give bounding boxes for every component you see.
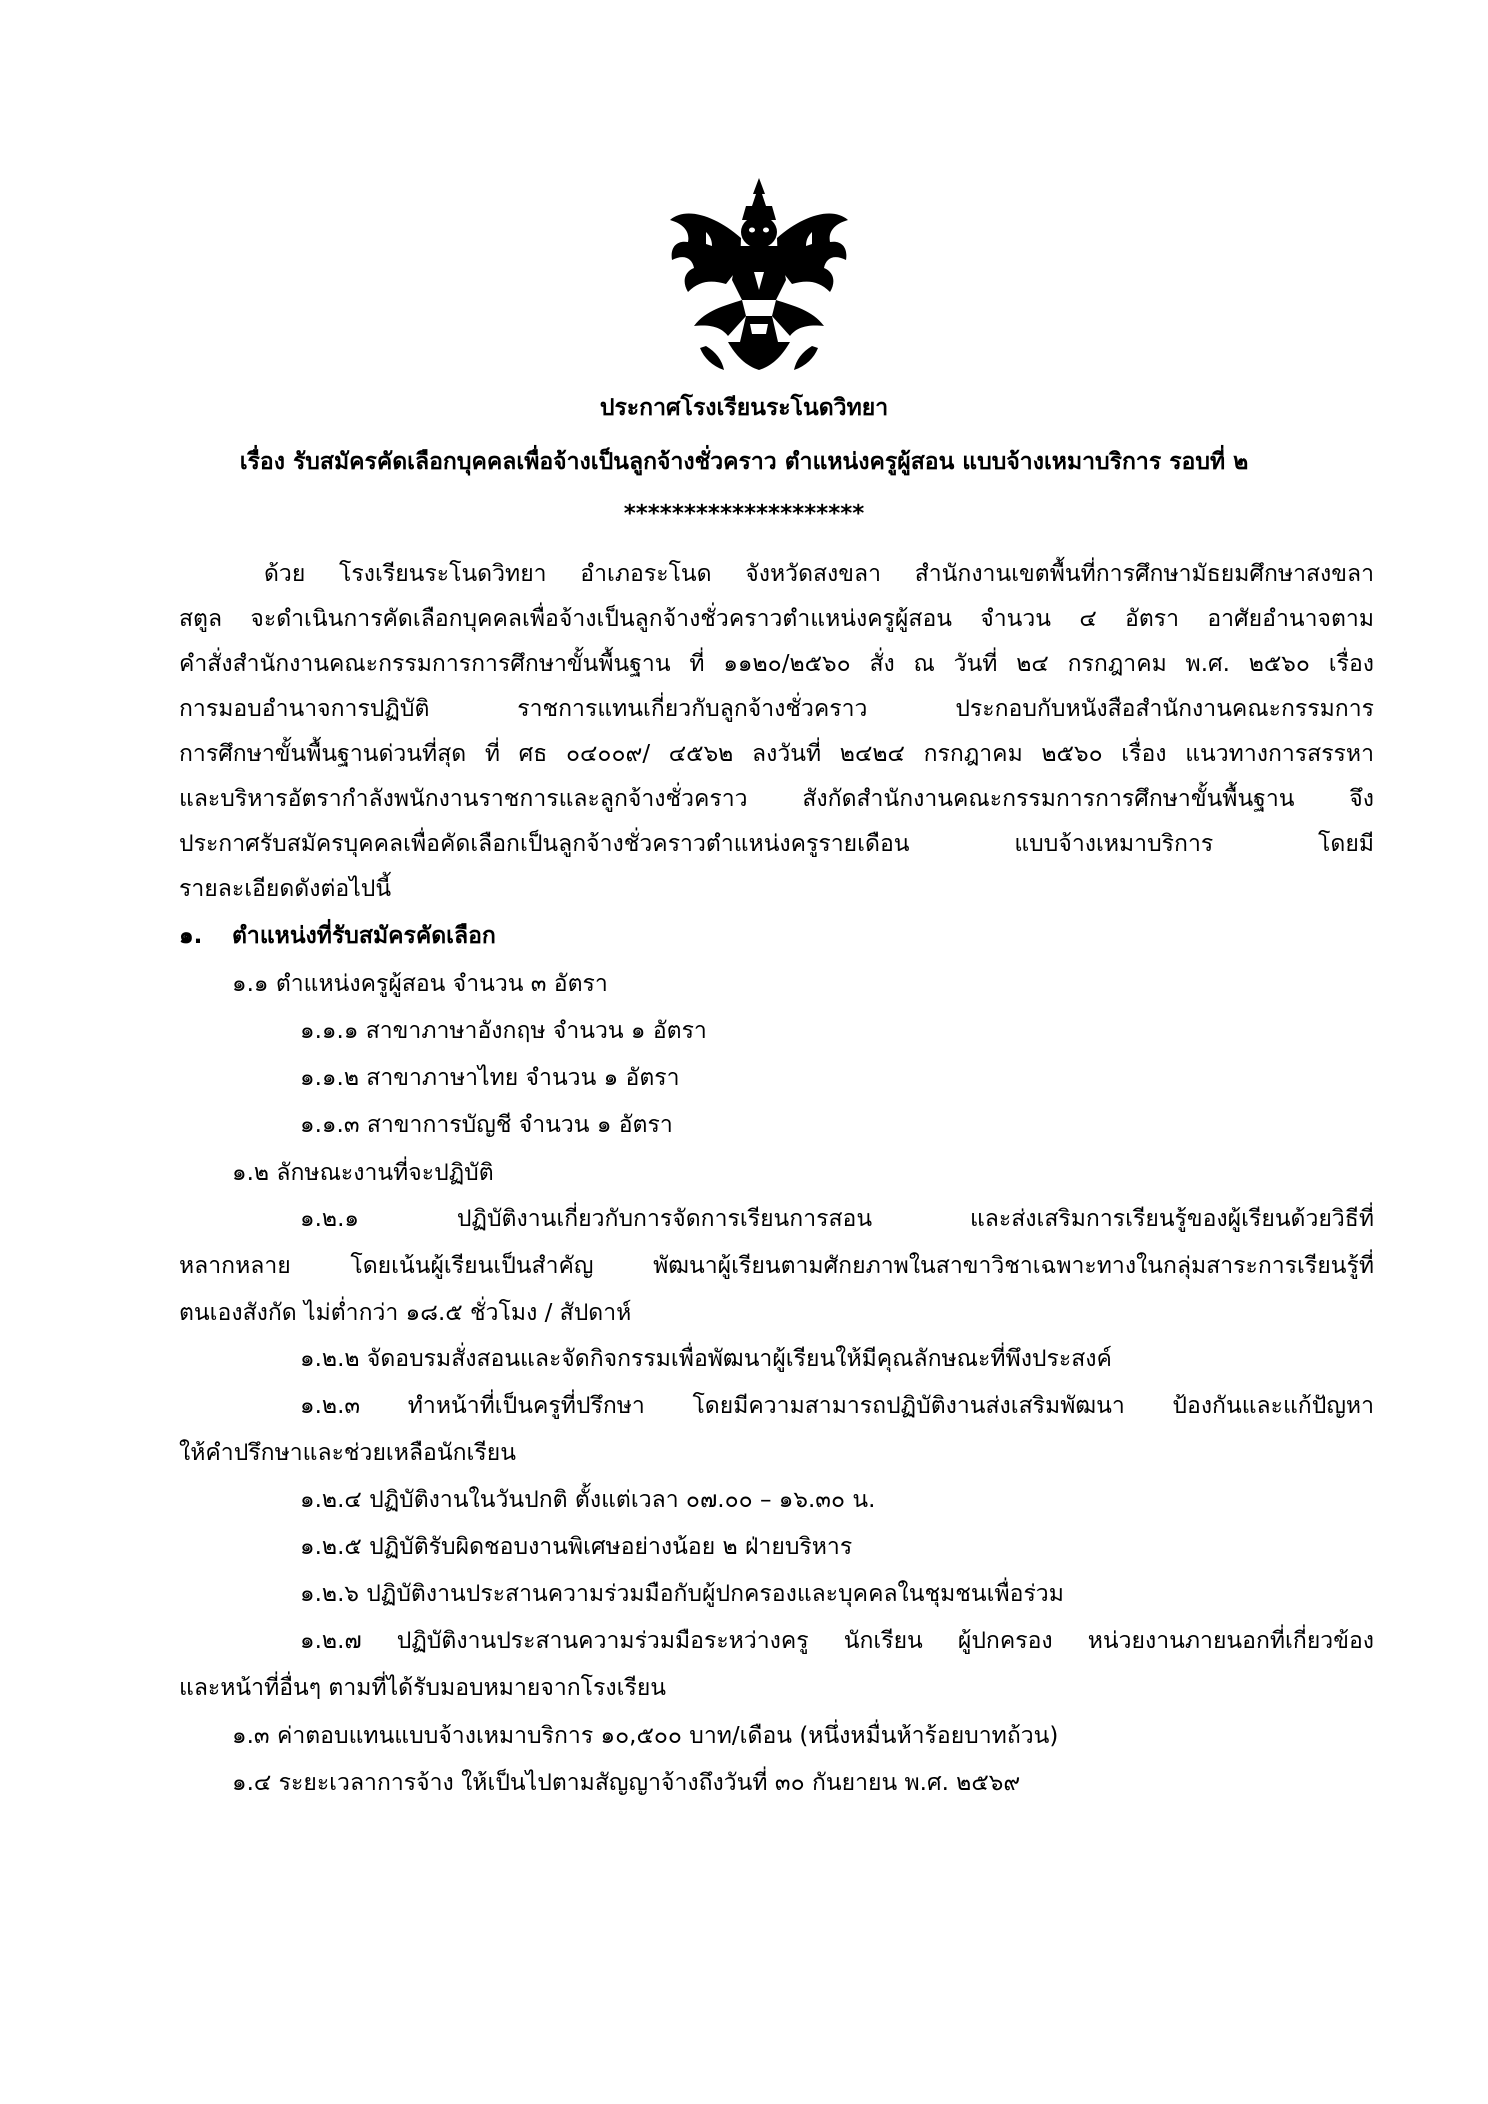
item-1-1-2: ๑.๑.๒ สาขาภาษาไทย จำนวน ๑ อัตรา: [300, 1065, 680, 1091]
section-1-title: ตำแหน่งที่รับสมัครคัดเลือก: [232, 923, 496, 949]
item-1-2-1-line-2: หลากหลาย โดยเน้นผู้เรียนเป็นสำคัญ พัฒนาผู้เรียนตามศักยภาพในสาขาวิชาเฉพาะทางในกลุ่มสาระการเรียนรู้ที่: [179, 1253, 1374, 1279]
separator-line: ********************: [623, 501, 865, 527]
item-1-1: ๑.๑ ตำแหน่งครูผู้สอน จำนวน ๓ อัตรา: [232, 971, 608, 997]
intro-line-4: การมอบอำนาจการปฏิบัติ ราชการแทนเกี่ยวกับลูกจ้างชั่วคราว ประกอบกับหนังสือสำนักงานคณะกรรมการ: [179, 696, 1374, 722]
item-1-2-3-line-2: ให้คำปรึกษาและช่วยเหลือนักเรียน: [179, 1440, 516, 1466]
item-1-2-3-line-1: ๑.๒.๓ ทำหน้าที่เป็นครูที่ปรึกษา โดยมีความสามารถปฏิบัติงานส่งเสริมพัฒนา ป้องกันและแก้ปัญหา: [300, 1393, 1374, 1419]
item-1-2-2: ๑.๒.๒ จัดอบรมสั่งสอนและจัดกิจกรรมเพื่อพัฒนาผู้เรียนให้มีคุณลักษณะที่พึงประสงค์: [300, 1346, 1112, 1372]
item-1-2-5: ๑.๒.๕ ปฏิบัติรับผิดชอบงานพิเศษอย่างน้อย ๒ ฝ่ายบริหาร: [300, 1534, 853, 1560]
item-1-2: ๑.๒ ลักษณะงานที่จะปฏิบัติ: [232, 1160, 494, 1186]
intro-line-5: การศึกษาขั้นพื้นฐานด่วนที่สุด ที่ ศธ ๐๔๐๐๙/ ๔๕๖๒ ลงวันที่ ๒๔๒๔ กรกฎาคม ๒๕๖๐ เรื่อง แนวทางการสรรหา: [179, 741, 1374, 767]
item-1-1-1: ๑.๑.๑ สาขาภาษาอังกฤษ จำนวน ๑ อัตรา: [300, 1018, 707, 1044]
item-1-4: ๑.๔ ระยะเวลาการจ้าง ให้เป็นไปตามสัญญาจ้างถึงวันที่ ๓๐ กันยายน พ.ศ. ๒๕๖๙: [232, 1770, 1021, 1796]
intro-line-8: รายละเอียดดังต่อไปนี้: [179, 876, 392, 902]
document-subject: เรื่อง รับสมัครคัดเลือกบุคคลเพื่อจ้างเป็นลูกจ้างชั่วคราว ตำแหน่งครูผู้สอน แบบจ้างเหมาบริการ รอบที่ ๒: [239, 449, 1249, 475]
document-title: ประกาศโรงเรียนระโนดวิทยา: [599, 395, 889, 421]
intro-line-2: สตูล จะดำเนินการคัดเลือกบุคคลเพื่อจ้างเป็นลูกจ้างชั่วคราวตำแหน่งครูผู้สอน จำนวน ๔ อัตรา อาศัยอำนาจตาม: [179, 606, 1374, 632]
item-1-3: ๑.๓ ค่าตอบแทนแบบจ้างเหมาบริการ ๑๐,๕๐๐ บาท/เดือน (หนึ่งหมื่นห้าร้อยบาทถ้วน): [232, 1723, 1059, 1749]
intro-line-1: ด้วย โรงเรียนระโนดวิทยา อำเภอระโนด จังหวัดสงขลา สำนักงานเขตพื้นที่การศึกษามัธยมศึกษาสงขลา: [264, 561, 1374, 587]
garuda-emblem-icon: [666, 176, 852, 372]
item-1-2-6: ๑.๒.๖ ปฏิบัติงานประสานความร่วมมือกับผู้ปกครองและบุคคลในชุมชนเพื่อร่วม: [300, 1581, 1064, 1607]
item-1-2-1-line-3: ตนเองสังกัด ไม่ต่ำกว่า ๑๘.๕ ชั่วโมง / สัปดาห์: [179, 1300, 632, 1326]
intro-line-3: คำสั่งสำนักงานคณะกรรมการการศึกษาขั้นพื้นฐาน ที่ ๑๑๒๐/๒๕๖๐ สั่ง ณ วันที่ ๒๔ กรกฎาคม พ.ศ. ๒๕๖๐ เรื่อง: [179, 651, 1374, 677]
item-1-2-7-line-2: และหน้าที่อื่นๆ ตามที่ได้รับมอบหมายจากโรงเรียน: [179, 1675, 667, 1701]
section-1-number: ๑.: [179, 923, 203, 949]
item-1-1-3: ๑.๑.๓ สาขาการบัญชี จำนวน ๑ อัตรา: [300, 1112, 673, 1138]
intro-line-6: และบริหารอัตรากำลังพนักงานราชการและลูกจ้างชั่วคราว สังกัดสำนักงานคณะกรรมการการศึกษาขั้นพื้นฐาน จึง: [179, 786, 1374, 812]
item-1-2-7-line-1: ๑.๒.๗ ปฏิบัติงานประสานความร่วมมือระหว่างครู นักเรียน ผู้ปกครอง หน่วยงานภายนอกที่เกี่ยวข้อง: [300, 1628, 1374, 1654]
intro-line-7: ประกาศรับสมัครบุคคลเพื่อคัดเลือกเป็นลูกจ้างชั่วคราวตำแหน่งครูรายเดือน แบบจ้างเหมาบริการ โดยมี: [179, 831, 1374, 857]
item-1-2-4: ๑.๒.๔ ปฏิบัติงานในวันปกติ ตั้งแต่เวลา ๐๗.๐๐ – ๑๖.๓๐ น.: [300, 1487, 876, 1513]
item-1-2-1-line-1: ๑.๒.๑ ปฏิบัติงานเกี่ยวกับการจัดการเรียนการสอน และส่งเสริมการเรียนรู้ของผู้เรียนด้วยวิธีที่: [300, 1206, 1374, 1232]
